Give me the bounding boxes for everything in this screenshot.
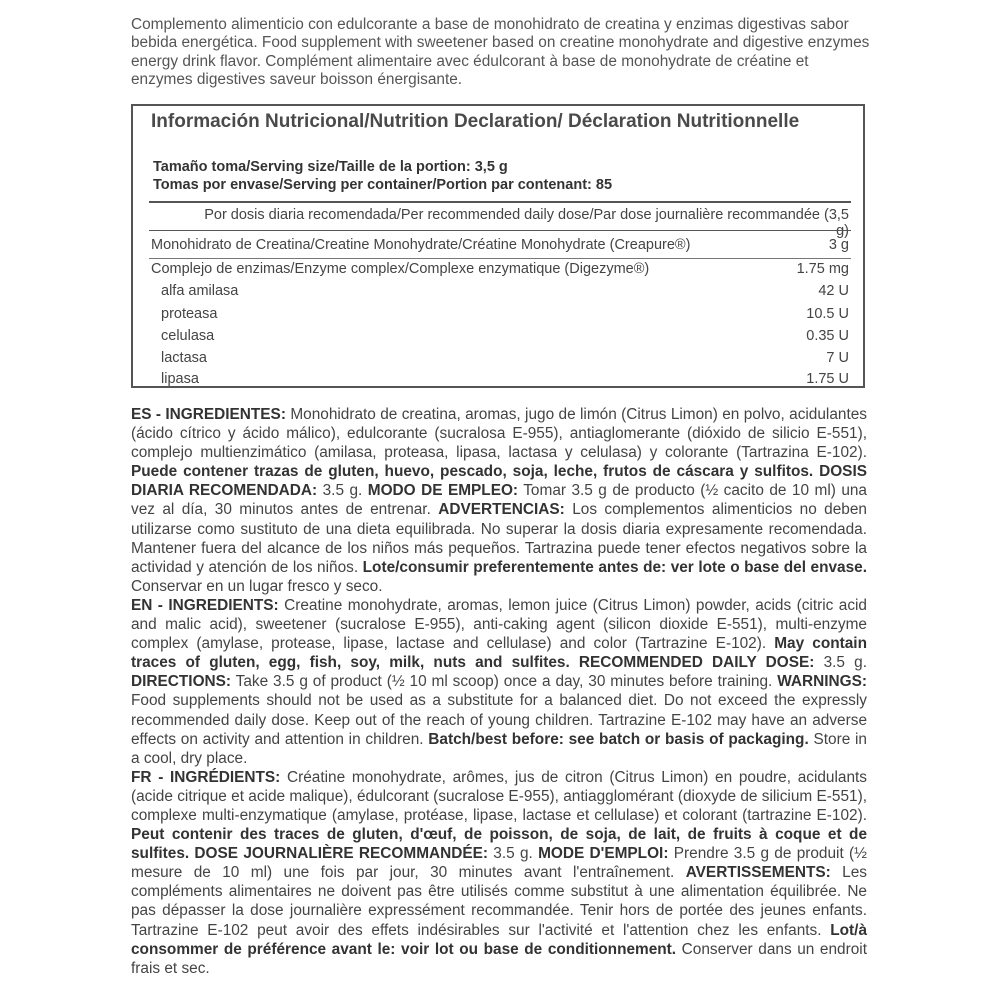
nutrient-value: 1.75 mg [796, 261, 849, 277]
ingredient-bold-text: Peut contenir des traces de gluten, d'œuf, de poisson, de soja, de lait, de fruits à coque et de sulfites. DOSE JOURNALIÈRE RECOMMANDÉE: [131, 826, 867, 863]
ingredient-bold-text: AVERTISSEMENTS: [685, 864, 831, 882]
nutrition-row [161, 327, 849, 345]
product-description: Complemento alimenticio con edulcorante a base de monohidrato de creatina y enzimas digestivas sabor bebida energética. Food supplement with sweetener based on creatine monohydrate and digestive enzymes energy drink flavor. Complément alimentaire avec édulcorant à base de monohydrate de créatine et enzymes digestives saveur boisson énergisante. [131, 16, 870, 88]
nutrition-row [151, 236, 849, 254]
ingredient-bold-text: Lot/à consommer de préférence avant le: voir lot ou base de conditionnement. [131, 921, 867, 958]
column-header: Por dosis diaria recomendada/Per recommended daily dose/Par dose journalière recommandée (3,5 g) [204, 207, 849, 239]
ingredient-bold-text: Lote/consumir preferentemente antes de: ver lote o base del envase. [362, 558, 867, 576]
nutrient-value: 7 U [826, 350, 849, 366]
ingredient-bold-text: ADVERTENCIAS: [438, 501, 565, 519]
ingredient-bold-text: WARNINGS: [777, 673, 867, 691]
nutrient-value: 10.5 U [806, 306, 849, 322]
ingredient-bold-text: MODE D'EMPLOI: [538, 845, 669, 863]
ingredient-text: Conservar en un lugar fresco y seco. [131, 577, 383, 595]
ingredient-text: Les compléments alimentaires ne doivent pas être utilisés comme substitut à une alimentation équilibrée. Ne pas dépasser la dose journalière expressément recommandée. Tenir hors de portée des jeunes enfants. Tartrazine E-102 peut avoir des effets indésirables sur l'activité et l'attention chez les enfants. [131, 864, 867, 939]
ingredient-text: Tomar 3.5 g de producto (½ cacito de 10 ml) una vez al día, 30 minutos antes de entrenar. [131, 482, 867, 519]
table-divider [149, 230, 851, 231]
ingredient-text: Food supplements should not be used as a substitute for a balanced diet. Do not exceed the expressly recommended daily dose. Keep out of the reach of young children. Tartrazine E-102 may have an adverse effects on activity and attention in children. [131, 692, 867, 748]
nutrient-value: 1.75 U [806, 371, 849, 387]
ingredients-fr [131, 768, 867, 978]
ingredient-bold-text: MODO DE EMPLEO: [367, 482, 519, 500]
ingredient-text: 3.5 g. [814, 654, 867, 672]
nutrient-value: 0.35 U [806, 328, 849, 344]
ingredient-bold-text: Batch/best before: see batch or basis of packaging. [428, 730, 809, 748]
table-divider [149, 258, 851, 259]
nutrient-name: proteasa [161, 306, 218, 322]
ingredients-en [131, 596, 867, 768]
ingredient-bold-text: FR - INGRÉDIENTS: [131, 768, 281, 786]
ingredient-bold-text: DIRECTIONS: [131, 673, 232, 691]
nutrition-title: Información Nutricional/Nutrition Declaration/ Déclaration Nutritionnelle [151, 111, 800, 132]
nutrient-name: Complejo de enzimas/Enzyme complex/Complexe enzymatique (Digezyme®) [151, 261, 650, 277]
nutrient-value: 3 g [828, 237, 849, 253]
ingredients-section [131, 405, 867, 978]
ingredient-text: Prendre 3.5 g de produit (½ mesure de 10 ml) une fois par jour, 30 minutes avant l'entraînement. [131, 845, 867, 882]
ingredient-text: Store in a cool, dry place. [131, 730, 867, 767]
ingredient-text: 3.5 g. [317, 482, 368, 500]
nutrition-row [161, 370, 849, 388]
nutrition-table [131, 104, 865, 388]
ingredient-bold-text: Puede contener trazas de gluten, huevo, pescado, soja, leche, frutos de cáscara y sulfitos. DOSIS DIARIA RECOMENDADA: [131, 463, 867, 500]
nutrient-name: Monohidrato de Creatina/Creatine Monohydrate/Créatine Monohydrate (Creapure®) [151, 237, 691, 253]
serving-info [153, 158, 853, 194]
nutrient-name: lactasa [161, 350, 207, 366]
nutrition-row [151, 260, 849, 278]
ingredient-text: Créatine monohydrate, arômes, jus de citron (Citrus Limon) en poudre, acidulants (acide citrique et acide malique), édulcorant (sucralose E-955), antiagglomérant (dioxyde de silicium E-551), complexe multi-enzymatique (amylase, protéase, lipase, lactase et cellulase) et colorant (tartrazine E-102). [131, 768, 867, 824]
nutrition-row [161, 349, 849, 367]
nutrition-row [161, 305, 849, 323]
ingredient-text: Take 3.5 g of product (½ 10 ml scoop) once a day, 30 minutes before training. [231, 673, 778, 691]
ingredient-bold-text: ES - INGREDIENTES: [131, 406, 286, 423]
servings-per-container: Tomas por envase/Serving per container/Portion par contenant: 85 [153, 177, 613, 193]
ingredient-text: Los complementos alimenticios no deben utilizarse como sustituto de una dieta equilibrada. No superar la dosis diaria expresamente recomendada. Mantener fuera del alcance de los niños más pequeños. Tartrazina puede tener efectos negativos sobre la actividad y atención de los niños. [131, 501, 867, 576]
nutrient-name: celulasa [161, 328, 215, 344]
ingredient-text: 3.5 g. [488, 845, 539, 863]
ingredients-es [131, 405, 867, 596]
ingredient-text: Creatine monohydrate, aromas, lemon juice (Citrus Limon) powder, acids (citric acid and malic acid), sweetener (sucralose E-955), anti-caking agent (silicon dioxide E-551), multi-enzyme complex (amylase, protease, lipase, lactase and cellulase) and color (Tartrazine E-102). [131, 596, 867, 653]
ingredient-text: Conserver dans un endroit frais et sec. [131, 940, 867, 977]
nutrient-name: alfa amilasa [161, 283, 239, 299]
nutrition-row [161, 282, 849, 300]
ingredient-text: Monohidrato de creatina, aromas, jugo de limón (Citrus Limon) en polvo, acidulantes (ácido cítrico y ácido málico), edulcorante (sucralosa E-955), antiaglomerante (dióxido de silicio E-551), complejo multienzimático (amilasa, proteasa, lipasa, lactasa y celulasa) y colorante (Tartrazina E-102). [131, 406, 867, 462]
table-divider [149, 201, 851, 203]
serving-size: Tamaño toma/Serving size/Taille de la portion: 3,5 g [153, 159, 508, 175]
ingredient-bold-text: EN - INGREDIENTS: [131, 596, 279, 614]
ingredient-bold-text: May contain traces of gluten, egg, fish, soy, milk, nuts and sulfites. RECOMMENDED DAILY DOSE: [131, 635, 867, 672]
nutrient-value: 42 U [818, 283, 849, 299]
nutrient-name: lipasa [161, 371, 199, 387]
